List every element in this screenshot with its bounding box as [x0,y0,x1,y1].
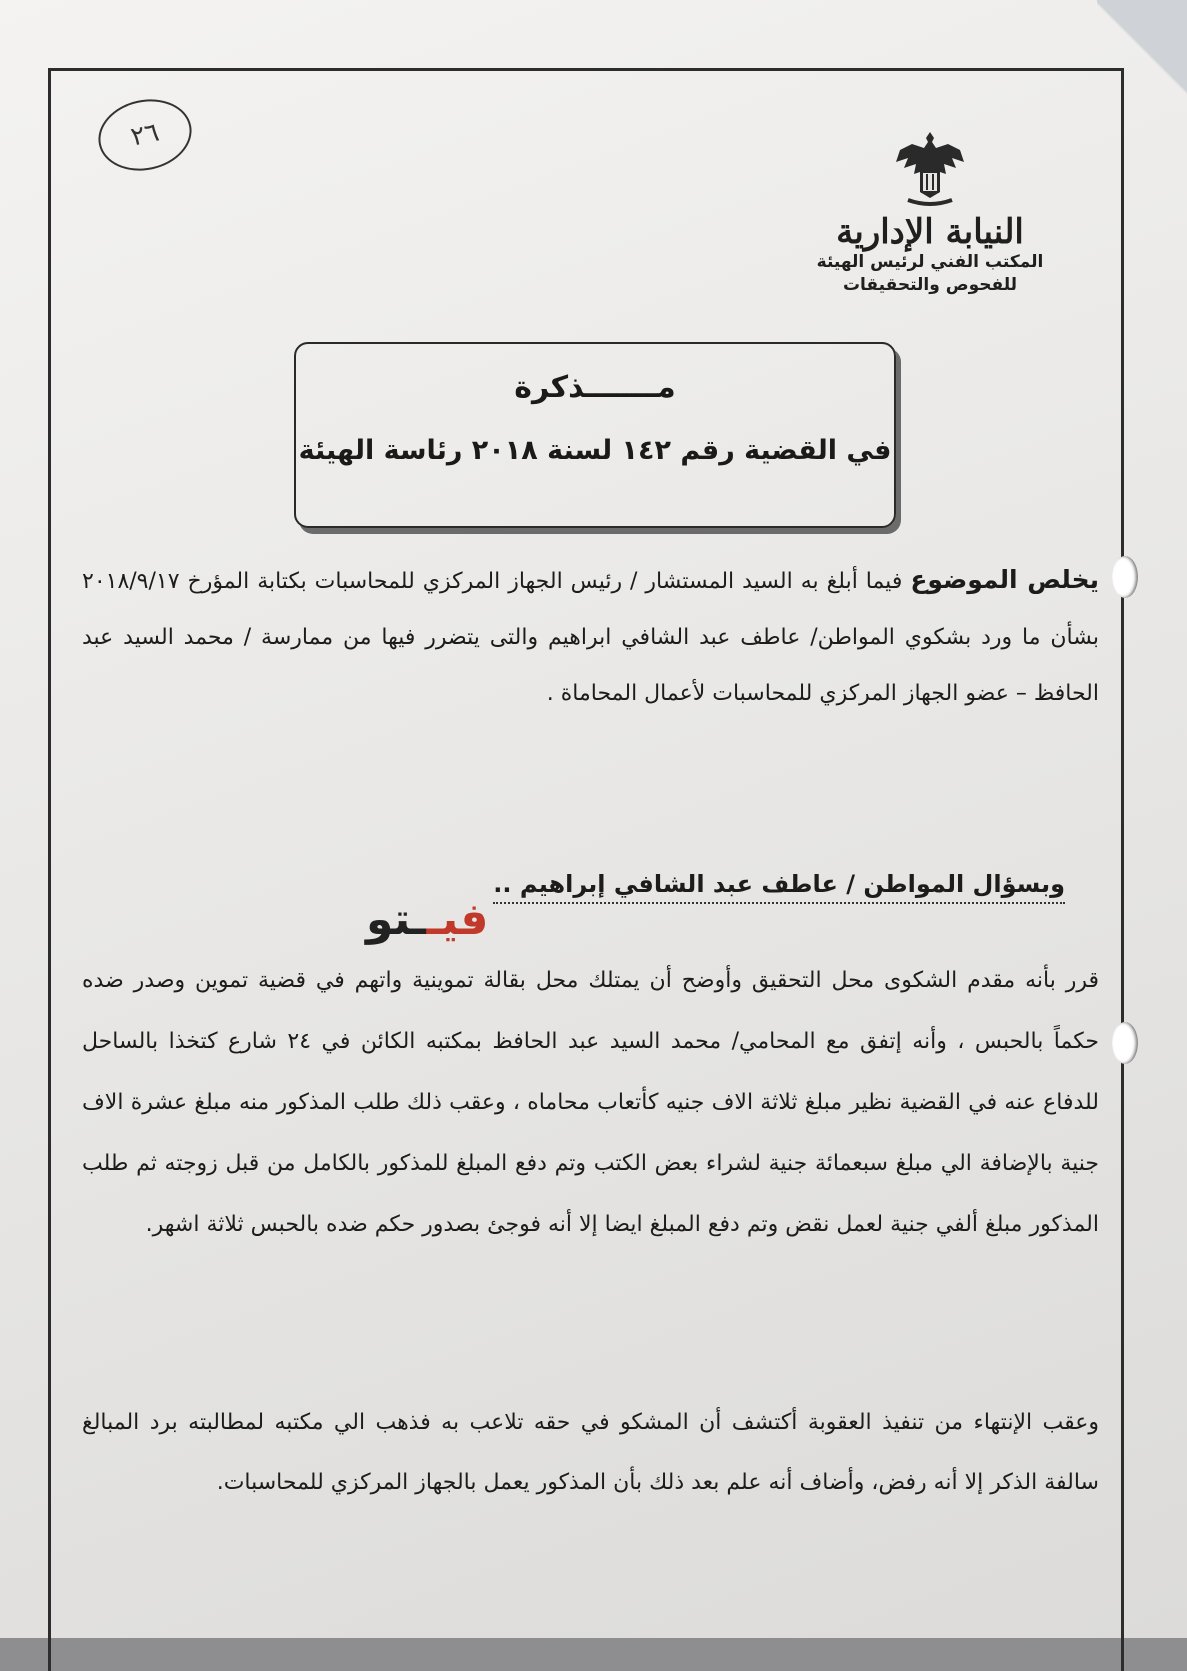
office-department: للفحوص والتحقيقات [842,275,1018,296]
memo-title: مـــــــذكرة [514,370,676,405]
eagle-emblem-icon [890,128,970,210]
office-name: المكتب الفني لرئيس الهيئة [816,252,1044,273]
summary-lead: يخلص الموضوع [910,565,1099,594]
testimony-heading: وبسؤال المواطن / عاطف عبد الشافي إبراهيم .. [493,870,1065,904]
watermark-part-red: فيـ [426,894,489,945]
watermark-part-dark: ـتو [366,894,427,945]
organization-name: النيابة الإدارية [836,212,1024,252]
punch-hole [1112,1022,1138,1064]
case-reference: في القضية رقم ١٤٢ لسنة ٢٠١٨ رئاسة الهيئة [298,435,892,466]
testimony-paragraph-2: وعقب الإنتهاء من تنفيذ العقوبة أكتشف أن المشكو في حقه تلاعب به فذهب الي مكتبه لمطالبته برد المبالغ سالفة الذكر إلا أنه رفض، وأضاف أنه علم بعد ذلك بأن المذكور يعمل بالجهاز المركزي للمحاسبات. [82,1410,1099,1495]
page-number-text: ٢٦ [128,117,162,153]
testimony-paragraph-1: قرر بأنه مقدم الشكوى محل التحقيق وأوضح أن يمتلك محل بقالة تموينية واتهم في قضية تموين وصدر ضده حكماً بالحبس ، وأنه إتفق مع المحامي/ محمد السيد عبد الحافظ بمكتبه الكائن في ٢٤ شارع كتخذا بالساحل للدفاع عنه في القضية نظير مبلغ ثلاثة الاف جنيه كأتعاب محاماه ، وعقب ذلك طلب المذكور منه مبلغ عشرة الاف جنية بالإضافة الي مبلغ سبعمائة جنية لشراء بعض الكتب وتم دفع المبلغ للمذكور بالكامل من قبل زوجته ثم طلب المذكور مبلغ ألفي جنية لعمل نقض وتم دفع المبلغ ايضا إلا أنه فوجئ بصدور حكم ضده بالحبس ثلاثة اشهر. [82,968,1099,1237]
watermark-logo [366,894,488,945]
punch-hole [1112,556,1138,598]
summary-paragraph [82,552,1099,722]
memo-title-box [294,342,896,528]
letterhead [800,128,1060,297]
summary-text: فيما أبلغ به السيد المستشار / رئيس الجهاز المركزي للمحاسبات بكتابة المؤرخ ٢٠١٨/٩/١٧ بشأن ما ورد بشكوي المواطن/ عاطف عبد الشافي ابراهيم والتى يتضرر فيها من ممارسة / محمد السيد عبد الحافظ – عضو الجهاز المركزي للمحاسبات لأعمال المحاماة . [82,569,1099,706]
